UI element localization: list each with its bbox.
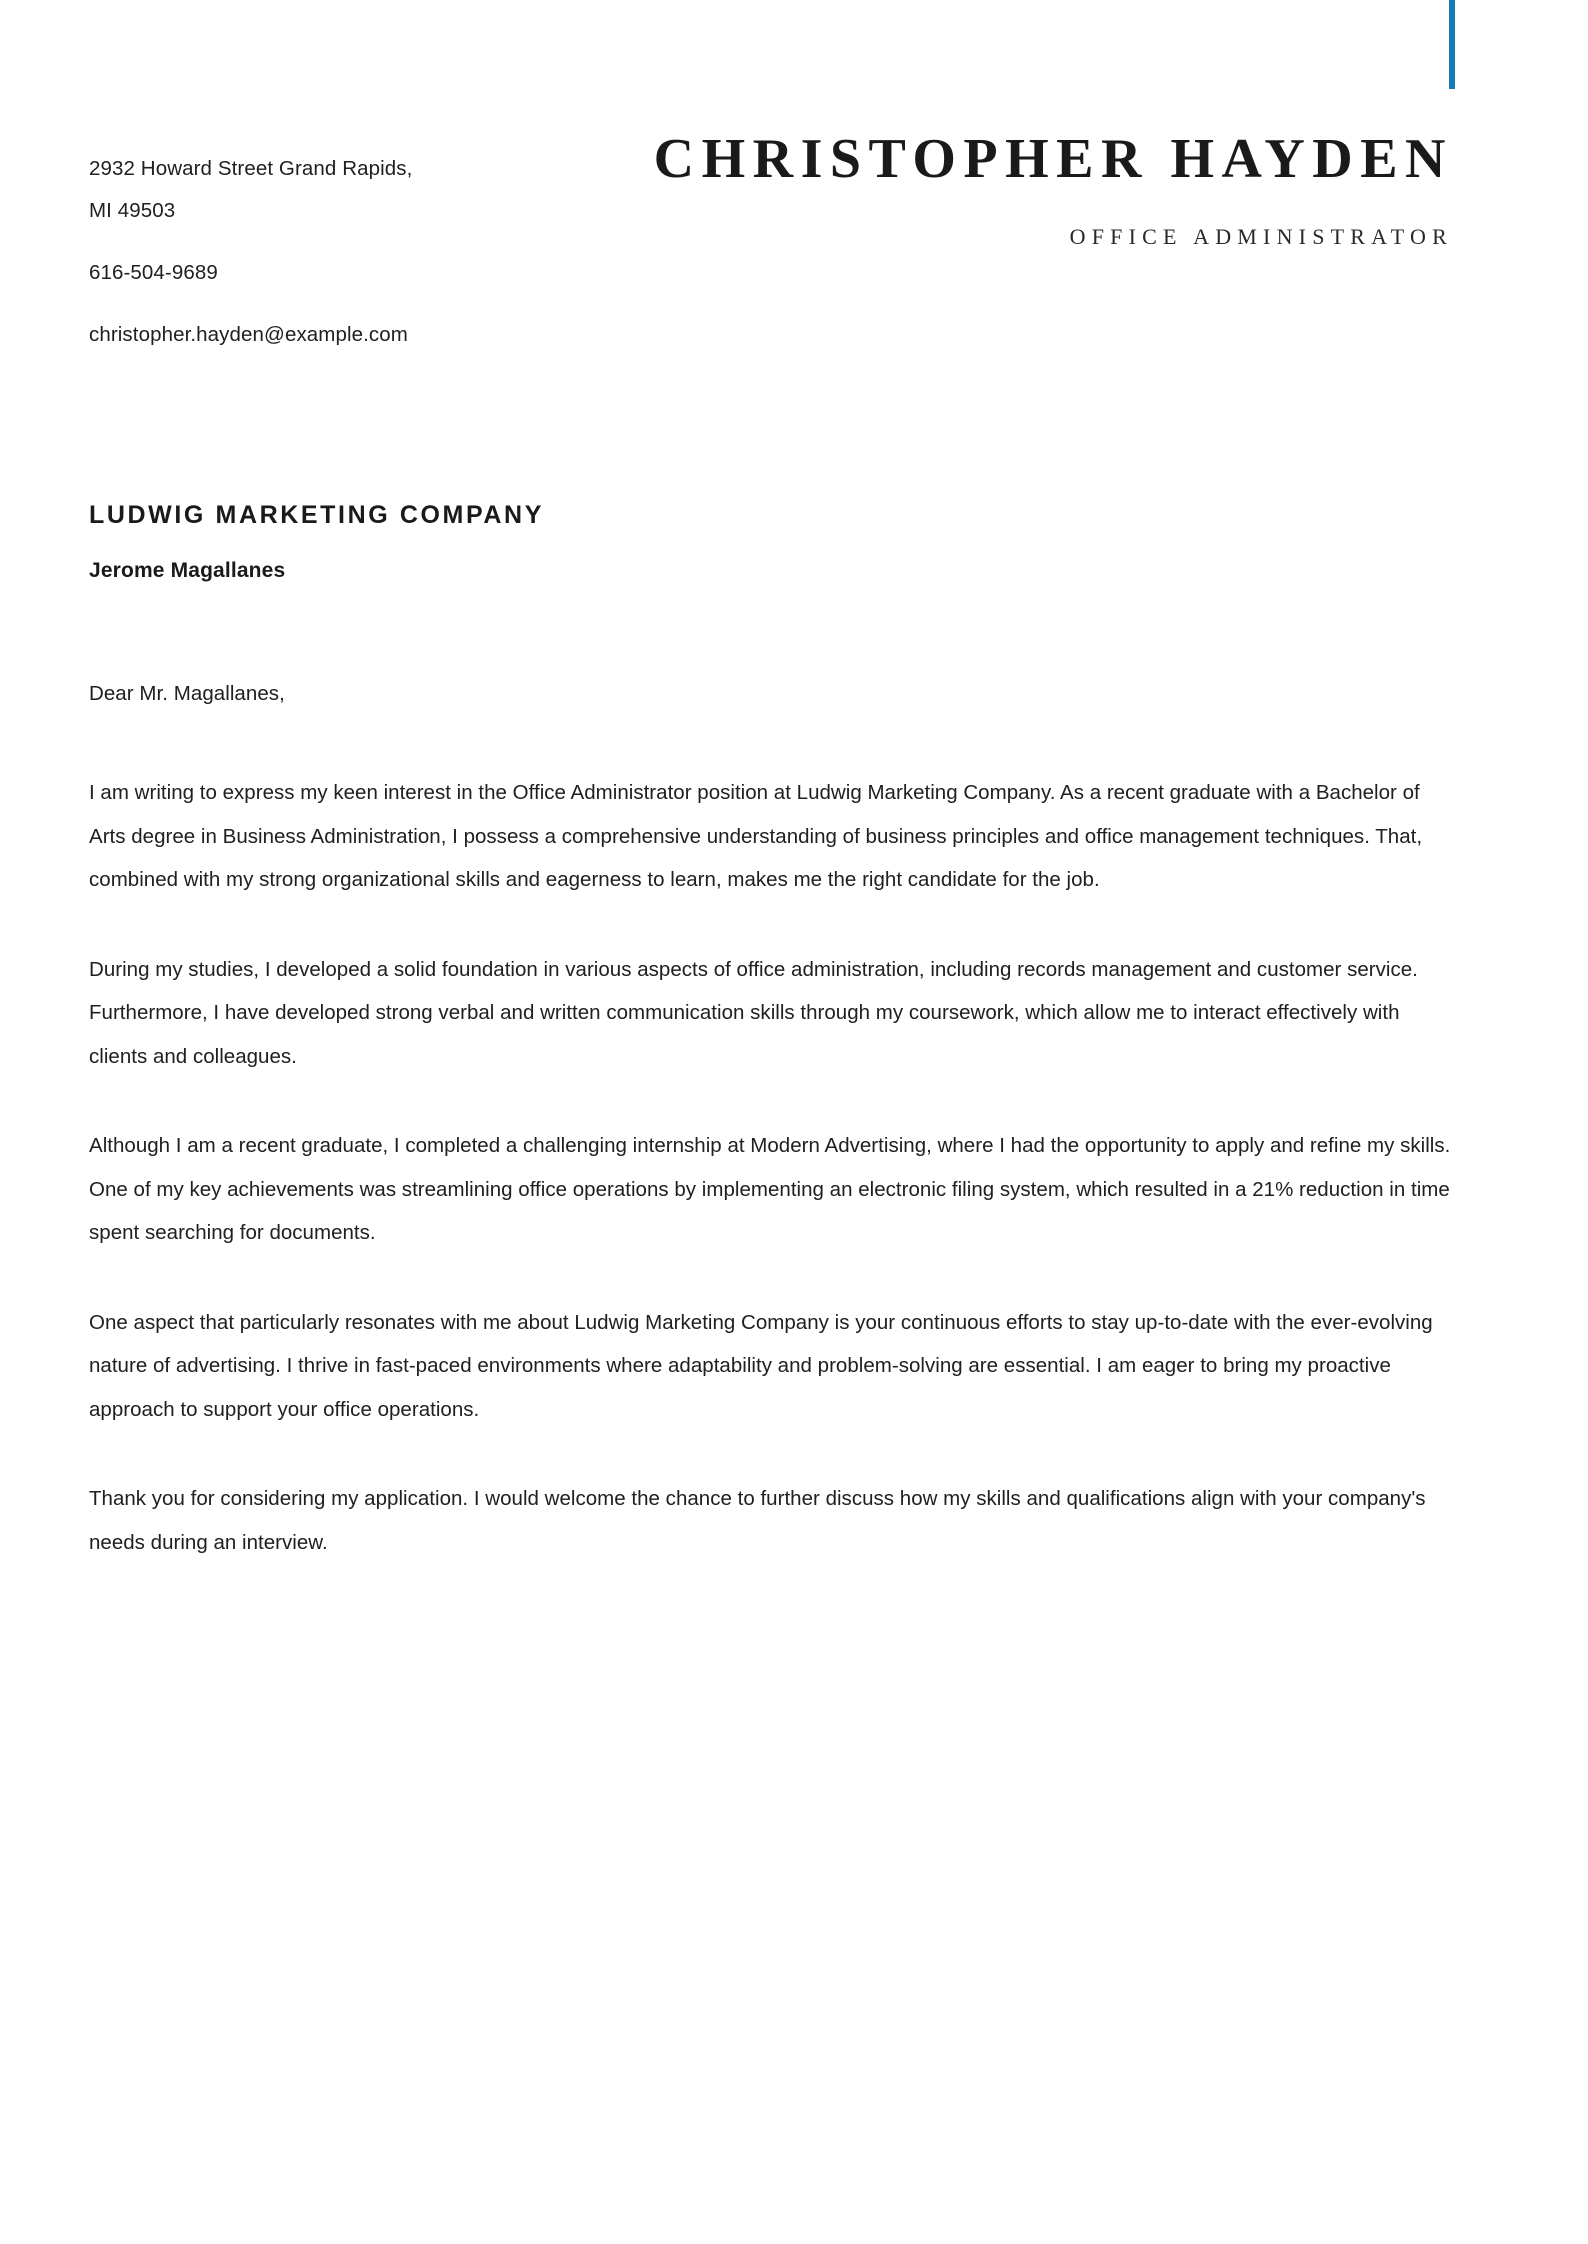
contact-address-line-1: 2932 Howard Street Grand Rapids, — [89, 157, 413, 180]
salutation: Dear Mr. Magallanes, — [89, 682, 285, 705]
name-title-block — [654, 128, 1455, 252]
contact-email: christopher.hayden@example.com — [89, 323, 408, 346]
recipient-company-name: LUDWIG MARKETING COMPANY — [89, 501, 544, 529]
body-paragraph: I am writing to express my keen interest in the Office Administrator position at Ludwig Marketing Company. As a recent graduate with a Bachelor of Arts degree in Business Administration, I possess a comprehensive understanding of business principles and office management techniques. That, combined with my strong organizational skills and eagerness to learn, makes me the right candidate for the job. — [89, 781, 1423, 891]
letter-body — [89, 672, 1455, 1564]
body-paragraph: During my studies, I developed a solid foundation in various aspects of office administration, including records management and customer service. Furthermore, I have developed strong verbal and written communication skills through my coursework, which allow me to interact effectively with clients and colleagues. — [89, 957, 1418, 1068]
candidate-name: CHRISTOPHER HAYDEN — [653, 128, 1453, 190]
body-paragraph: Although I am a recent graduate, I completed a challenging internship at Modern Advertising, where I had the opportunity to apply and refine my skills. One of my key achievements was streamlining office operations by implementing an electronic filing system, which resulted in a 21% reduction in time spent searching for documents. — [89, 1134, 1451, 1244]
body-paragraph: One aspect that particularly resonates with me about Ludwig Marketing Company is your continuous efforts to stay up-to-date with the ever-evolving nature of advertising. I thrive in fast-paced environments where adaptability and problem-solving are essential. I am eager to bring my proactive approach to support your office operations. — [89, 1310, 1433, 1421]
contact-phone: 616-504-9689 — [89, 261, 218, 284]
candidate-job-title: OFFICE ADMINISTRATOR — [1069, 224, 1453, 249]
recipient-block — [89, 498, 1409, 586]
recipient-person-name: Jerome Magallanes — [89, 559, 286, 582]
letter-header — [0, 0, 1588, 420]
body-paragraph: Thank you for considering my application. I would welcome the chance to further discuss how my skills and qualifications align with your company's needs during an interview. — [89, 1487, 1426, 1554]
contact-info-block — [89, 148, 489, 356]
contact-address-line-2: MI 49503 — [89, 199, 176, 222]
